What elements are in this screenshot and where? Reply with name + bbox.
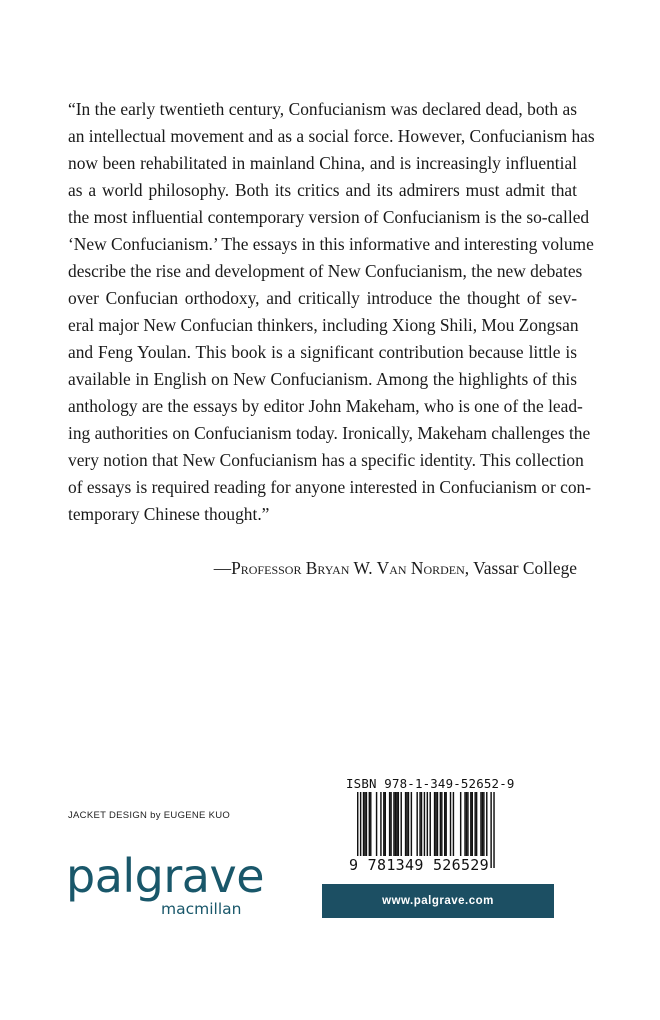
publisher-name: palgrave [66,849,264,903]
blurb-line: ing authorities on Confucianism today. Ironically, Makeham challenges the [68,423,591,443]
barcode-bar [370,792,371,858]
barcode-bar [467,792,468,858]
barcode-bar [401,792,402,858]
barcode-digits: 9 781349 526529 [349,856,489,874]
barcode-bar [421,792,422,858]
publisher-imprint: macmillan [161,900,242,918]
blurb-line: available in English on New Confucianism. Among the highlights of this [68,369,577,389]
barcode-bar [466,792,467,858]
barcode-bar [398,792,399,858]
barcode-bar [376,792,377,858]
barcode-bar [476,792,477,858]
barcode-bar [396,792,397,858]
barcode-bar [444,792,445,858]
blurb-line: of essays is required reading for anyone interested in Confucianism or con- [68,477,592,497]
barcode-bar [380,792,381,858]
jacket-design-credit [68,810,230,821]
barcode-bar [480,792,481,858]
barcode-bar [472,792,473,858]
blurb-line: now been rehabilitated in mainland China, and is increasingly influential [68,153,577,173]
barcode-bar [389,792,390,858]
barcode-bar [450,792,451,858]
barcode-bar [408,792,409,858]
website-url[interactable]: www.palgrave.com [382,895,494,907]
blurb-line: “In the early twentieth century, Confucianism was declared dead, both as [68,99,577,119]
barcode-bar [434,792,435,858]
barcode-bar [411,792,412,858]
blurb-line: describe the rise and development of New Confucianism, the new debates [68,261,583,281]
barcode-bar [482,792,483,858]
barcode-bar [383,792,384,858]
blurb-line: ‘New Confucianism.’ The essays in this informative and interesting volume [68,234,594,254]
barcode-bar [486,792,487,858]
attribution-dash: — [213,558,232,578]
blurb-line: very notion that New Confucianism has a specific identity. This collection [68,450,584,470]
blurb-line: anthology are the essays by editor John Makeham, who is one of the lead- [68,396,583,416]
credit-designer: EUGENE KUO [163,810,231,821]
attribution-affiliation: , Vassar College [464,558,577,578]
isbn-label: ISBN 978-1-349-52652-9 [346,776,515,791]
barcode-bar [395,792,396,858]
blurb-line: and Feng Youlan. This book is a significant contribution because little is [68,342,577,362]
barcode-bar [464,792,465,858]
blurb-line: temporary Chinese thought.” [68,504,270,524]
barcode-bar [445,792,446,858]
barcode-bar [460,792,461,858]
barcode-bar [435,792,436,858]
barcode-bar [470,792,471,858]
credit-by: by [150,810,161,821]
barcode-bar [364,792,365,858]
barcode-bar [493,792,494,868]
blurb-line: an intellectual movement and as a social force. However, Confucianism has [68,126,595,146]
barcode-bar [483,792,484,858]
barcode-bar [416,792,417,858]
barcode-bar [490,792,491,868]
barcode-bar [437,792,438,858]
quote-attribution [214,555,577,582]
barcode-bar [393,792,394,858]
attribution-name: Professor Bryan W. Van Norden [231,558,465,578]
barcode-bar [390,792,391,858]
blurb-line: eral major New Confucian thinkers, including Xiong Shili, Mou Zongsan [68,315,579,335]
barcode-bar [385,792,386,858]
blurb-line: over Confucian orthodoxy, and critically introduce the thought of sev- [68,288,577,308]
barcode-bar [440,792,441,858]
credit-prefix: JACKET DESIGN [68,810,148,821]
barcode-bar [430,792,431,858]
barcode-bar [405,792,406,858]
barcode-bar [474,792,475,858]
blurb-line: the most influential contemporary version of Confucianism is the so-called [68,207,590,227]
website-bar[interactable] [322,884,554,918]
barcode-bar [369,792,370,858]
barcode-bar [406,792,407,858]
barcode-bar [441,792,442,858]
barcode-bar [453,792,454,858]
barcode-bar [419,792,420,858]
barcode-bar [363,792,364,858]
barcode-bar [366,792,367,858]
blurb-line: as a world philosophy. Both its critics and its admirers must admit that [68,180,577,200]
